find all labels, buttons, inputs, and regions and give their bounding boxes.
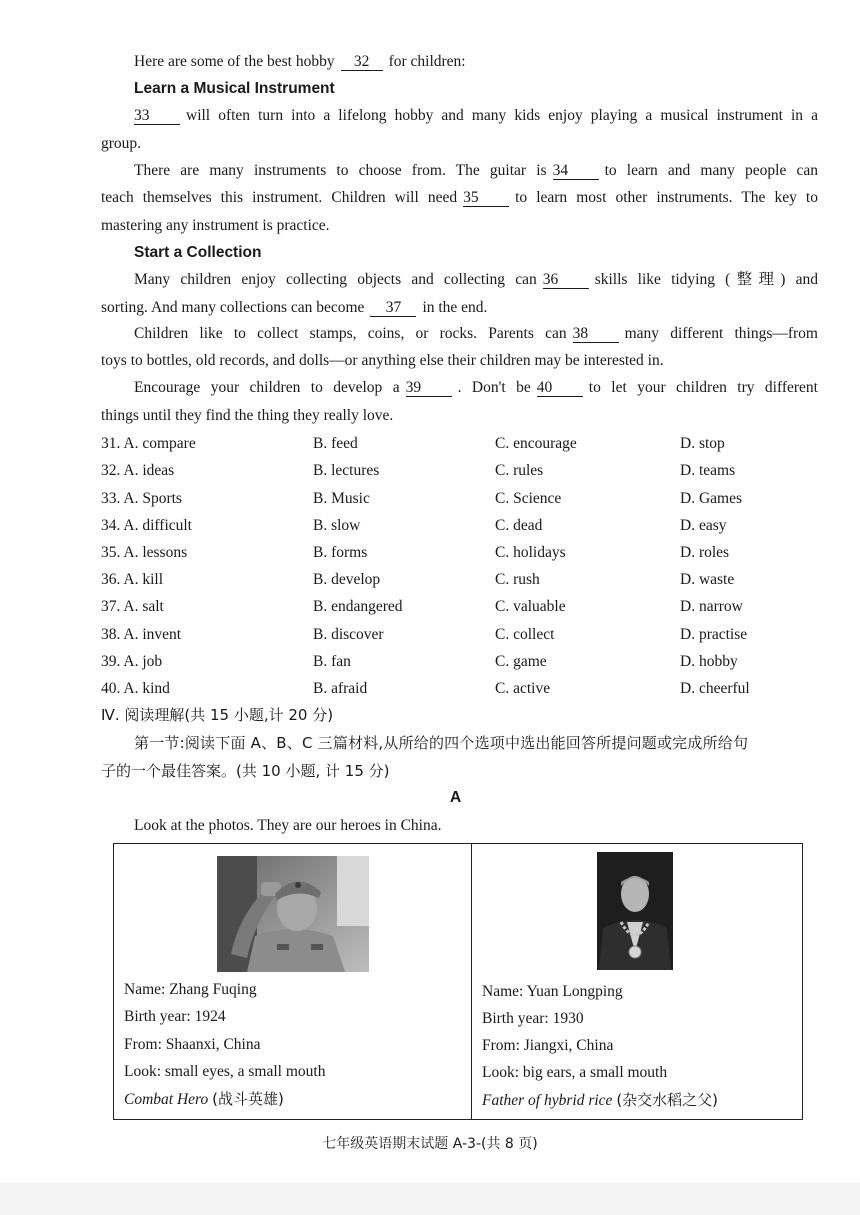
- table-divider: [471, 844, 472, 1119]
- part-a-label: A: [450, 789, 462, 806]
- option-36-d: D. waste: [680, 571, 735, 588]
- blank-37: 37: [370, 299, 416, 317]
- option-32-d: D. teams: [680, 462, 736, 479]
- option-38-a: 38. A. invent: [101, 626, 182, 643]
- blank-38: 38: [573, 325, 619, 343]
- option-37-b: B. endangered: [313, 598, 403, 615]
- passage-line-p2c: mastering any instrument is practice.: [101, 217, 330, 234]
- option-31-a: 31. A. compare: [101, 435, 196, 452]
- option-34-b: B. slow: [313, 517, 361, 534]
- option-32-c: C. rules: [495, 462, 544, 479]
- option-40-b: B. afraid: [313, 680, 368, 697]
- option-35-d: D. roles: [680, 544, 730, 561]
- option-34-d: D. easy: [680, 517, 727, 534]
- option-38-b: B. discover: [313, 626, 384, 643]
- option-32-a: 32. A. ideas: [101, 462, 175, 479]
- scan-bottom-strip: [0, 1183, 860, 1215]
- hero-1-look: Look: small eyes, a small mouth: [124, 1063, 326, 1080]
- option-36-b: B. develop: [313, 571, 381, 588]
- passage-line-p4b: toys to bottles, old records, and dolls—or anything else their children may be interested in.: [101, 352, 664, 369]
- hero-1-birth-year: Birth year: 1924: [124, 1008, 226, 1025]
- hero-1-from: From: Shaanxi, China: [124, 1036, 261, 1053]
- hero-2-name: Name: Yuan Longping: [482, 983, 623, 1000]
- blank-33: 33: [134, 107, 180, 125]
- passage-line-p4a: Children like to collect stamps, coins, or rocks. Parents can 38 many different things—from: [134, 325, 818, 342]
- option-36-c: C. rush: [495, 571, 540, 588]
- option-37-d: D. narrow: [680, 598, 743, 615]
- option-40-d: D. cheerful: [680, 680, 750, 697]
- option-35-a: 35. A. lessons: [101, 544, 188, 561]
- heading-musical-instrument: Learn a Musical Instrument: [134, 80, 335, 97]
- passage-line-p2b: teach themselves this instrument. Children will need 35 to learn most other instruments. The key to: [101, 189, 818, 206]
- option-37-a: 37. A. salt: [101, 598, 164, 615]
- blank-40: 40: [537, 379, 583, 397]
- option-34-a: 34. A. difficult: [101, 517, 192, 534]
- option-37-c: C. valuable: [495, 598, 566, 615]
- passage-line-p5b: things until they find the thing they really love.: [101, 407, 394, 424]
- passage-line-p0: Here are some of the best hobby 32 for children:: [134, 53, 466, 70]
- hero-1-title-en: Combat Hero: [124, 1091, 209, 1108]
- option-39-b: B. fan: [313, 653, 351, 670]
- option-39-c: C. game: [495, 653, 547, 670]
- option-40-c: C. active: [495, 680, 551, 697]
- option-39-a: 39. A. job: [101, 653, 163, 670]
- hero-2-birth-year: Birth year: 1930: [482, 1010, 584, 1027]
- option-33-c: C. Science: [495, 490, 562, 507]
- part-a-intro: Look at the photos. They are our heroes in China.: [134, 817, 442, 834]
- section-4-instruction-line-2: 子的一个最佳答案。(共 10 小题, 计 15 分): [101, 762, 390, 780]
- passage-line-p1a: 33 will often turn into a lifelong hobby and many kids enjoy playing a musical instrument in a: [134, 107, 818, 124]
- blank-35: 35: [463, 189, 509, 207]
- blank-34: 34: [553, 162, 599, 180]
- option-35-b: B. forms: [313, 544, 368, 561]
- option-39-d: D. hobby: [680, 653, 738, 670]
- option-33-b: B. Music: [313, 490, 370, 507]
- option-32-b: B. lectures: [313, 462, 380, 479]
- heading-start-collection: Start a Collection: [134, 244, 262, 261]
- blank-39: 39: [406, 379, 452, 397]
- option-40-a: 40. A. kind: [101, 680, 170, 697]
- hero-2-from: From: Jiangxi, China: [482, 1037, 614, 1054]
- passage-line-p3b: sorting. And many collections can become 37 in the end.: [101, 299, 488, 316]
- passage-line-p5a: Encourage your children to develop a 39 . Don't be 40 to let your children try different: [134, 379, 818, 396]
- option-36-a: 36. A. kill: [101, 571, 164, 588]
- option-38-d: D. practise: [680, 626, 748, 643]
- option-33-a: 33. A. Sports: [101, 490, 182, 507]
- passage-line-p2a: There are many instruments to choose from. The guitar is 34 to learn and many people can: [134, 162, 818, 179]
- hero-1-title: [124, 1089, 284, 1110]
- section-4-instruction-line-1: 第一节:阅读下面 A、B、C 三篇材料,从所给的四个选项中选出能回答所提问题或完成所给句: [134, 734, 749, 752]
- zhang-fuqing-photo: [217, 856, 369, 972]
- option-33-d: D. Games: [680, 490, 742, 507]
- section-4-title: Ⅳ. 阅读理解(共 15 小题,计 20 分): [101, 706, 334, 724]
- blank-32: 32: [341, 53, 383, 71]
- hero-2-title-zh: (杂交水稻之父): [616, 1091, 719, 1109]
- heroes-table: [113, 843, 803, 1120]
- hero-1-name: Name: Zhang Fuqing: [124, 981, 257, 998]
- hero-2-title-en: Father of hybrid rice: [482, 1092, 613, 1109]
- hero-2-look: Look: big ears, a small mouth: [482, 1064, 668, 1081]
- hero-1-title-zh: (战斗英雄): [212, 1090, 284, 1108]
- hero-2-title: [482, 1090, 718, 1111]
- page-footer: 七年级英语期末试题 A-3-(共 8 页): [322, 1136, 538, 1152]
- option-35-c: C. holidays: [495, 544, 566, 561]
- option-31-b: B. feed: [313, 435, 358, 452]
- passage-line-p1b: group.: [101, 135, 142, 152]
- option-38-c: C. collect: [495, 626, 555, 643]
- passage-line-p3a: Many children enjoy collecting objects and collecting can 36 skills like tidying (整理) and: [134, 271, 818, 288]
- blank-36: 36: [543, 271, 589, 289]
- option-34-c: C. dead: [495, 517, 543, 534]
- option-31-d: D. stop: [680, 435, 725, 452]
- option-31-c: C. encourage: [495, 435, 577, 452]
- yuan-longping-photo: [597, 852, 673, 970]
